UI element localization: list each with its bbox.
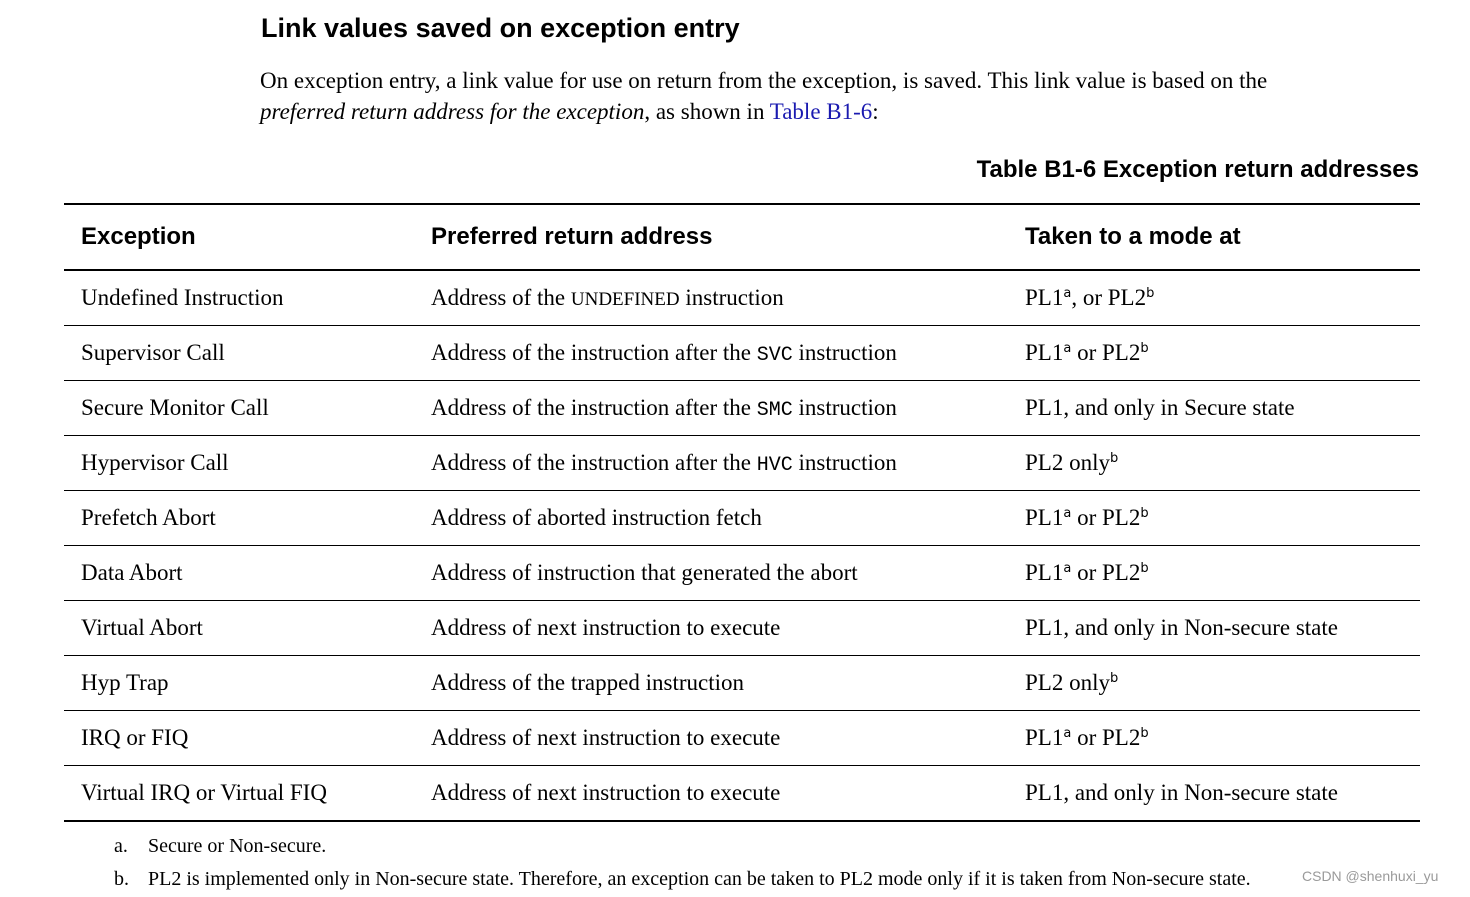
mode-text: PL1 bbox=[1025, 725, 1064, 750]
footnote-b bbox=[114, 863, 1251, 896]
header-taken-to-mode: Taken to a mode at bbox=[1008, 204, 1420, 270]
cell-mode bbox=[1008, 436, 1420, 491]
mode-text: PL1 bbox=[1025, 340, 1064, 365]
mode-text-2: or PL2 bbox=[1071, 725, 1141, 750]
mode-text: PL1, and only in Secure state bbox=[1025, 395, 1295, 420]
footnote-ref-a[interactable]: a bbox=[1063, 726, 1072, 741]
cell-exception: Virtual Abort bbox=[64, 601, 414, 656]
cell-return-address: Address of the trapped instruction bbox=[414, 656, 1008, 711]
footnote-ref-b[interactable]: b bbox=[1140, 341, 1149, 356]
footnote-ref-a[interactable]: a bbox=[1063, 286, 1072, 301]
footnote-label: b. bbox=[114, 868, 129, 890]
cell-mode bbox=[1008, 326, 1420, 381]
footnote-label: a. bbox=[114, 835, 128, 857]
header-exception: Exception bbox=[64, 204, 414, 270]
table-caption: Table B1-6 Exception return addresses bbox=[976, 156, 1419, 183]
cell-exception: IRQ or FIQ bbox=[64, 711, 414, 766]
cell-mode bbox=[1008, 656, 1420, 711]
cell-mode bbox=[1008, 711, 1420, 766]
cell-exception: Prefetch Abort bbox=[64, 491, 414, 546]
table-row bbox=[64, 381, 1420, 436]
address-text: Address of the instruction after the bbox=[431, 449, 757, 475]
intro-paragraph bbox=[260, 65, 1430, 127]
cell-exception: Undefined Instruction bbox=[64, 270, 414, 326]
table-header-row bbox=[64, 204, 1420, 270]
footnote-ref-a[interactable]: a bbox=[1063, 506, 1072, 521]
cell-return-address bbox=[414, 270, 1008, 326]
footnote-ref-b[interactable]: b bbox=[1140, 726, 1149, 741]
mode-text-2: or PL2 bbox=[1071, 505, 1141, 530]
table-row bbox=[64, 436, 1420, 491]
address-instruction-code: SMC bbox=[756, 398, 793, 422]
footnotes bbox=[114, 830, 1251, 896]
cell-exception: Data Abort bbox=[64, 546, 414, 601]
cell-return-address: Address of next instruction to execute bbox=[414, 711, 1008, 766]
cell-exception: Supervisor Call bbox=[64, 326, 414, 381]
cell-mode bbox=[1008, 381, 1420, 436]
mode-text: PL1, and only in Non-secure state bbox=[1025, 780, 1338, 805]
footnote-text: Secure or Non-secure. bbox=[148, 835, 327, 857]
footnote-ref-b[interactable]: b bbox=[1140, 506, 1149, 521]
section-heading: Link values saved on exception entry bbox=[261, 13, 740, 43]
cell-return-address: Address of aborted instruction fetch bbox=[414, 491, 1008, 546]
intro-emphasis: preferred return address for the exception bbox=[260, 99, 645, 124]
cell-exception: Secure Monitor Call bbox=[64, 381, 414, 436]
address-text-end: instruction bbox=[792, 449, 897, 475]
footnote-ref-a[interactable]: a bbox=[1063, 561, 1072, 576]
cell-mode bbox=[1008, 270, 1420, 326]
table-row bbox=[64, 766, 1420, 822]
footnote-text: PL2 is implemented only in Non-secure state. Therefore, an exception can be taken to PL2 mode only if it is taken from Non-secure state. bbox=[148, 868, 1251, 890]
table-row bbox=[64, 270, 1420, 326]
mode-text-2: or PL2 bbox=[1071, 560, 1141, 585]
cell-return-address bbox=[414, 326, 1008, 381]
address-instruction-code: SVC bbox=[756, 343, 793, 367]
footnote-ref-a[interactable]: a bbox=[1063, 341, 1072, 356]
address-text: Address of the instruction after the bbox=[431, 394, 757, 420]
table-row bbox=[64, 711, 1420, 766]
cell-mode bbox=[1008, 766, 1420, 822]
table-row bbox=[64, 601, 1420, 656]
intro-text: On exception entry, a link value for use on return from the exception, is saved. This link value is based on the bbox=[260, 68, 1268, 93]
address-instruction-code: HVC bbox=[756, 453, 793, 477]
cell-return-address: Address of next instruction to execute bbox=[431, 780, 781, 805]
table-row bbox=[64, 656, 1420, 711]
address-text-end: instruction bbox=[792, 339, 897, 365]
mode-text: PL1, and only in Non-secure state bbox=[1025, 615, 1338, 640]
footnote-ref-b[interactable]: b bbox=[1109, 451, 1119, 466]
cell-exception: Hyp Trap bbox=[64, 656, 414, 711]
mode-text: PL2 only bbox=[1025, 670, 1110, 695]
table-body bbox=[64, 270, 1420, 821]
mode-text-2: , or PL2 bbox=[1071, 285, 1147, 310]
cell-return-address: Address of instruction that generated the abort bbox=[414, 546, 1008, 601]
cell-exception: Virtual IRQ or Virtual FIQ bbox=[81, 780, 327, 805]
table-reference-link[interactable]: Table B1-6 bbox=[769, 99, 873, 124]
address-keyword: UNDEFINED bbox=[570, 289, 680, 310]
address-text: Address of the instruction after the bbox=[431, 339, 757, 365]
footnote-ref-b[interactable]: b bbox=[1109, 671, 1119, 686]
cell-return-address: Address of next instruction to execute bbox=[414, 601, 1008, 656]
mode-text: PL1 bbox=[1025, 505, 1064, 530]
cell-mode bbox=[1008, 546, 1420, 601]
table-row bbox=[64, 491, 1420, 546]
cell-return-address bbox=[414, 381, 1008, 436]
cell-mode bbox=[1008, 491, 1420, 546]
address-text-end: instruction bbox=[679, 285, 784, 310]
exception-return-table bbox=[64, 203, 1420, 822]
mode-text: PL2 only bbox=[1025, 450, 1110, 475]
address-text: Address of the bbox=[431, 285, 571, 310]
footnote-ref-b[interactable]: b bbox=[1140, 561, 1149, 576]
mode-text-2: or PL2 bbox=[1071, 340, 1141, 365]
header-preferred-return-address: Preferred return address bbox=[414, 204, 1008, 270]
cell-return-address bbox=[414, 436, 1008, 491]
intro-text-3: : bbox=[872, 99, 879, 124]
mode-text: PL1 bbox=[1025, 285, 1064, 310]
footnote-ref-b[interactable]: b bbox=[1146, 286, 1155, 301]
address-text-end: instruction bbox=[792, 394, 897, 420]
watermark: CSDN @shenhuxi_yu bbox=[1302, 868, 1439, 884]
exception-return-table-container bbox=[64, 203, 1420, 822]
footnote-a bbox=[114, 830, 1251, 863]
mode-text: PL1 bbox=[1025, 560, 1064, 585]
intro-text-2: , as shown in bbox=[644, 99, 770, 124]
table-row bbox=[64, 326, 1420, 381]
table-row bbox=[64, 546, 1420, 601]
cell-mode bbox=[1008, 601, 1420, 656]
cell-exception: Hypervisor Call bbox=[64, 436, 414, 491]
